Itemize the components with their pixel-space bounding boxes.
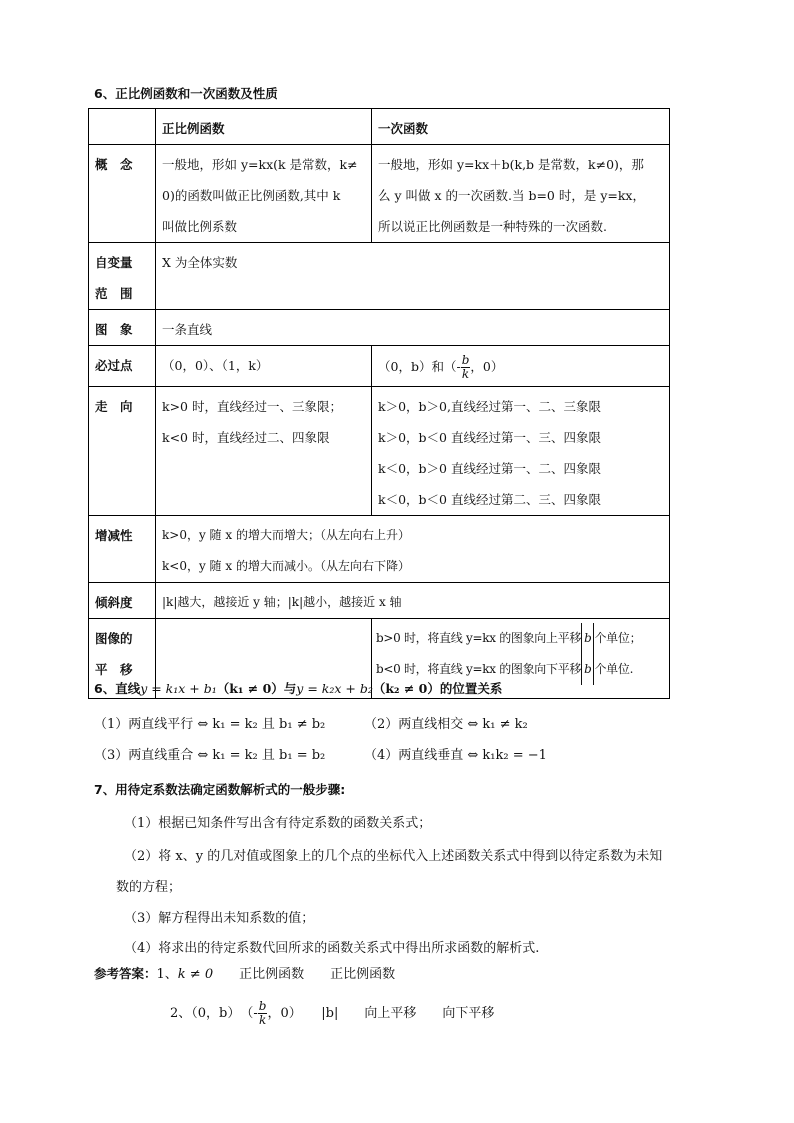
answers-line2: 2、（0，b） （- $\frac{b}{k}$ ，0） |b| 向上平移 向下平移 [170,999,495,1027]
table-row-slope [89,583,670,619]
table-row-domain [89,243,670,310]
label-domain: 自变量 范 围 [95,255,133,301]
label-trend: 走 向 [95,399,133,414]
label-graph: 图 象 [95,322,133,337]
concept-proportional: 一般地，形如 y=kx(k 是常数，k≠ 0)的函数叫做正比例函数,其中 k 叫做比例系数 [162,157,358,234]
shift-linear: b>0 时，将直线 y=kx 的图象向上平移 b 个单位； b<0 时，将直线 y=kx 的图象向下平移 b 个单位. [372,619,669,685]
header-linear: 一次函数 [378,121,429,136]
header-empty-cell [89,109,156,145]
trend-proportional: k>0 时，直线经过一、三象限； k<0 时，直线经过二、四象限 [162,399,342,445]
relation-intersect: （2）两直线相交 ⇔ k₁ ≠ k₂ [364,717,528,732]
table-row-trend [89,387,670,516]
label-shift: 图像的 平 移 [95,631,133,677]
point-linear: （0，b）和（- $\frac{b}{k}$ ，0） [378,353,504,381]
answer-fraction-b-over-k: $\frac{b}{k}$ [258,999,267,1027]
table-row-monotone [89,516,670,583]
label-concept: 概 念 [95,157,133,172]
section6-title: 6、正比例函数和一次函数及性质 [94,86,278,101]
concept-linear: 一般地，形如 y=kx＋b(k,b 是常数，k≠0)，那 么 y 叫做 x 的一次函数.当 b=0 时，是 y=kx， 所以说正比例函数是一种特殊的一次函数. [378,157,645,234]
monotone-text: k>0，y 随 x 的增大而增大；（从左向右上升） k<0，y 随 x 的增大而减小。（从左向右下降） [162,528,410,573]
step-2-line1: （2）将 x、y 的几对值或图象上的几个点的坐标代入上述函数关系式中得到以待定系数为未知 [124,849,663,864]
slope-text: |k|越大，越接近 y 轴；|k|越小，越接近 x 轴 [162,595,402,609]
label-point: 必过点 [95,358,133,373]
table-row-graph [89,310,670,346]
relation-parallel: （1）两直线平行 ⇔ k₁ = k₂ 且 b₁ ≠ b₂ [94,717,326,732]
label-monotone: 增减性 [95,528,133,543]
header-proportional: 正比例函数 [162,121,225,136]
step-3: （3）解方程得出未知系数的值； [124,911,315,926]
relation-coincide: （3）两直线重合 ⇔ k₁ = k₂ 且 b₁ = b₂ [94,748,326,763]
step-1: （1）根据已知条件写出含有待定系数的函数关系式； [124,816,432,831]
label-slope: 倾斜度 [95,595,133,610]
answers-line1: 参考答案：1、k ≠ 0 正比例函数 正比例函数 [94,966,396,982]
fraction-b-over-k: $\frac{b}{k}$ [461,353,470,381]
section7-title: 7、用待定系数法确定函数解析式的一般步骤: [94,782,346,797]
step-2-line2: 数的方程； [116,880,182,895]
table-header-row [89,109,670,145]
table-row-point [89,346,670,387]
point-proportional: （0，0）、（1，k） [162,358,269,373]
trend-linear: k＞0，b＞0,直线经过第一、二、三象限 k＞0，b＜0 直线经过第一、三、四象限 k＜0，b＞0 直线经过第一、二、四象限 k＜0，b＜0 直线经过第二、三、四象限 [378,399,601,507]
properties-table [88,108,670,699]
relation-perpendicular: （4）两直线垂直 ⇔ k₁k₂ = −1 [364,748,547,763]
table-row-concept [89,145,670,243]
step-4: （4）将求出的待定系数代回所求的函数关系式中得出所求函数的解析式. [124,941,540,956]
graph-text: 一条直线 [162,322,213,337]
domain-text: X 为全体实数 [162,255,238,270]
section6b-title: 6、直线y = k₁x + b₁（k₁ ≠ 0）与y = k₂x + b₂（k₂ ≠ 0）的位置关系 [94,681,503,696]
